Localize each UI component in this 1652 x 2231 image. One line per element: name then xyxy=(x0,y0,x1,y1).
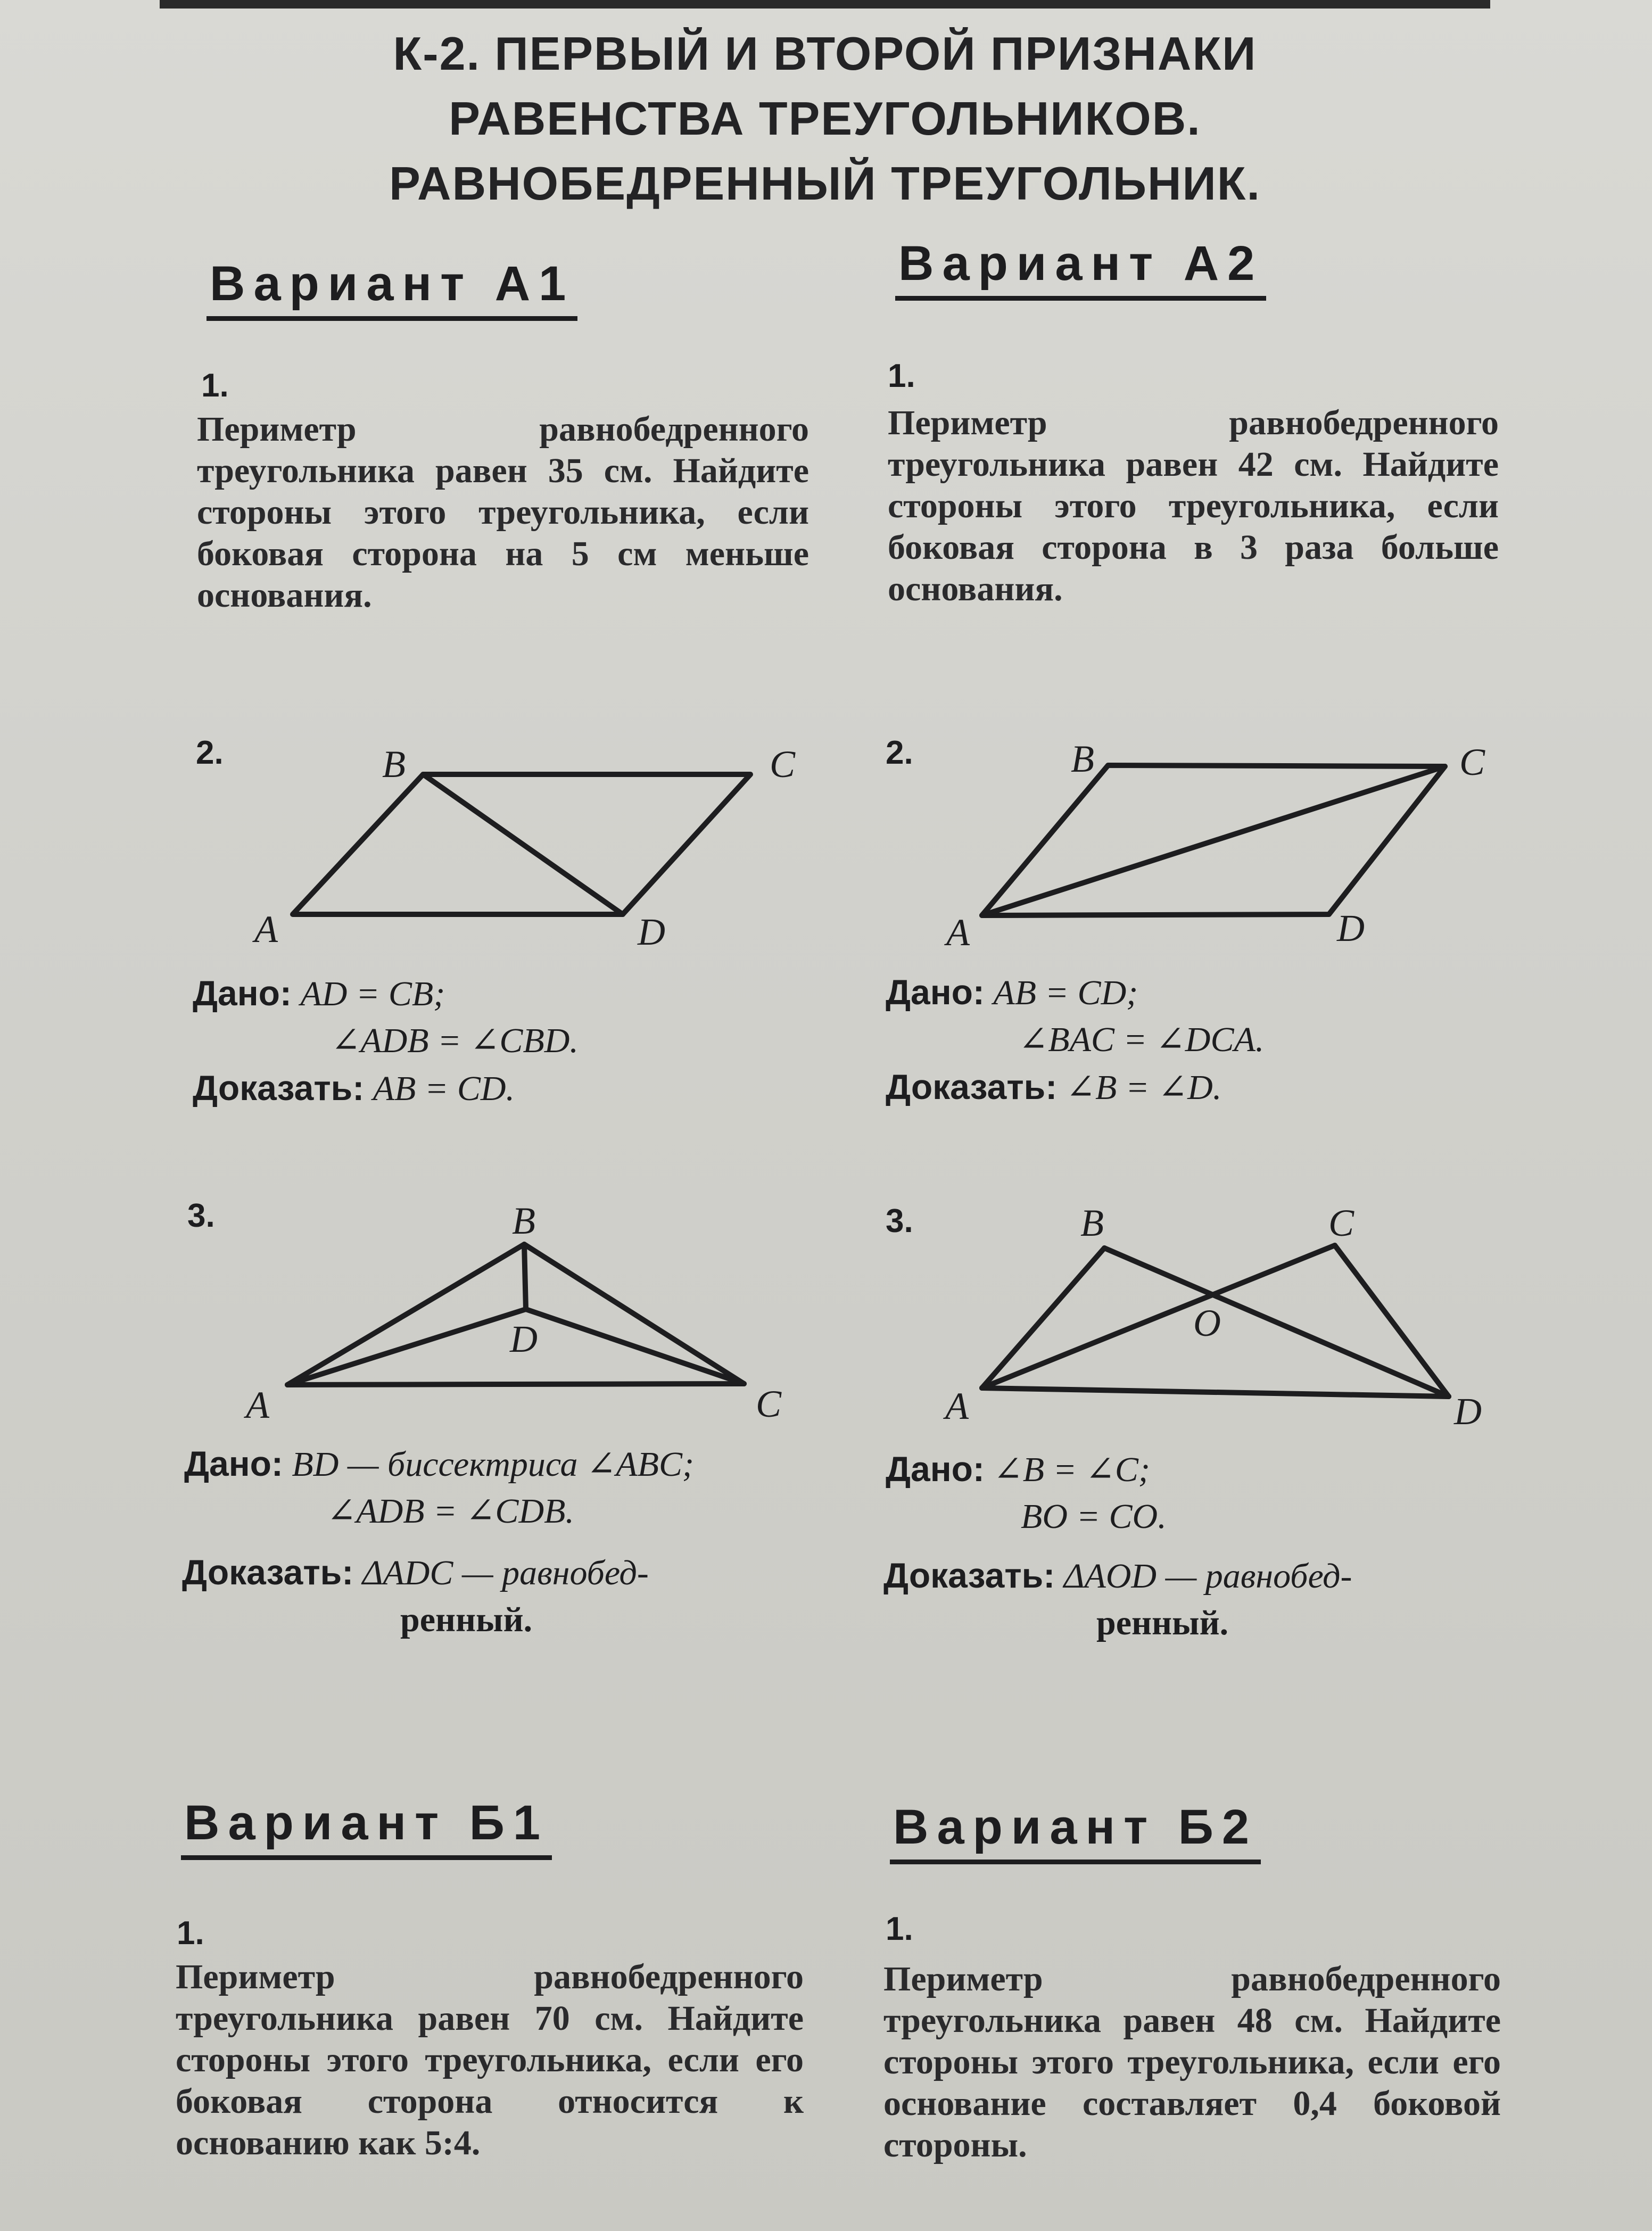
a2-t2-label-d: D xyxy=(1337,907,1365,949)
a2-t3-given-1: ∠B = ∠C; xyxy=(993,1450,1150,1489)
a2-t3-prove-1: ΔAOD — равнобед- xyxy=(1063,1557,1352,1596)
a2-t2-label-b: B xyxy=(1071,738,1094,780)
variant-b2-heading: Вариант Б2 xyxy=(890,1798,1261,1864)
a1-t2-label-c: C xyxy=(770,743,796,786)
a1-t3-label-b: B xyxy=(512,1200,535,1242)
a2-t3-label-o: O xyxy=(1193,1302,1221,1344)
b1-task1-text: Периметр равнобедренного треугольника равен 70 см. Найдите стороны этого треугольника, если его боковая сторона относится к основанию как 5:4. xyxy=(176,1957,804,2162)
a2-t2-given-2: ∠BAC = ∠DCA. xyxy=(1019,1020,1265,1059)
a2-t3-segment-ac xyxy=(982,1245,1335,1388)
title-line-1: К-2. ПЕРВЫЙ И ВТОРОЙ ПРИЗНАКИ xyxy=(393,27,1257,80)
a1-t2-given-label: Дано: xyxy=(193,973,292,1013)
a2-t2-prove-label: Доказать: xyxy=(886,1067,1058,1106)
b1-task1-number: 1. xyxy=(177,1915,204,1952)
a2-t3-label-d: D xyxy=(1454,1390,1482,1433)
a1-t3-label-a: A xyxy=(246,1384,269,1426)
a2-task3-given xyxy=(886,1445,1167,1540)
a1-t2-label-b: B xyxy=(382,743,406,786)
a1-t2-given-1: AD = CB; xyxy=(300,974,445,1013)
a1-t3-label-c: C xyxy=(756,1383,782,1425)
a1-t3-prove-1: ΔADC — равнобед- xyxy=(362,1554,649,1592)
a2-t3-label-c: C xyxy=(1328,1202,1354,1244)
a1-t2-label-d: D xyxy=(638,911,665,953)
a2-task3-number: 3. xyxy=(886,1203,913,1240)
a1-task2-number: 2. xyxy=(196,734,224,771)
a1-t3-given-2: ∠ADB = ∠CDB. xyxy=(327,1492,574,1531)
a2-t2-given-label: Дано: xyxy=(886,972,985,1012)
a2-t2-prove: ∠B = ∠D. xyxy=(1065,1068,1222,1107)
a2-t3-prove-2: ренный. xyxy=(1096,1604,1229,1642)
a2-t3-prove-label: Доказать: xyxy=(883,1556,1055,1595)
a2-t2-label-c: C xyxy=(1459,741,1485,783)
a2-task1-text: Периметр равнобедренного треугольника равен 42 см. Найдите стороны этого треугольника, если боковая сторона в 3 раза больше основания. xyxy=(888,403,1499,608)
a2-t3-label-b: B xyxy=(1080,1202,1104,1244)
a1-task1-text: Периметр равнобедренного треугольника равен 35 см. Найдите стороны этого треугольника, если боковая сторона на 5 см меньше основания. xyxy=(197,410,809,615)
a1-task3-number: 3. xyxy=(187,1197,215,1234)
title-line-2: РАВЕНСТВА ТРЕУГОЛЬНИКОВ. xyxy=(449,92,1201,145)
a1-task1-number: 1. xyxy=(201,367,229,404)
variant-a2-heading: Вариант А2 xyxy=(895,234,1266,301)
a2-task2-number: 2. xyxy=(886,734,913,771)
a1-t2-given-2: ∠ADB = ∠CBD. xyxy=(331,1021,579,1060)
a2-t2-label-a: A xyxy=(946,911,970,954)
a2-t3-segment-ab xyxy=(982,1248,1104,1388)
a2-task3-prove xyxy=(883,1552,1352,1647)
title-line-3: РАВНОБЕДРЕННЫЙ ТРЕУГОЛЬНИК. xyxy=(389,157,1261,210)
variant-a1-heading: Вариант А1 xyxy=(206,254,577,321)
a1-t2-prove: AB = CD. xyxy=(373,1069,515,1108)
b2-task1-number: 1. xyxy=(886,1911,913,1947)
variant-b1-heading: Вариант Б1 xyxy=(181,1794,552,1860)
a2-task1-number: 1. xyxy=(888,358,915,394)
a1-t3-prove-2: ренный. xyxy=(400,1600,533,1639)
a2-t2-given-1: AB = CD; xyxy=(993,973,1138,1012)
a1-t3-prove-label: Доказать: xyxy=(182,1552,354,1592)
a2-t3-given-2: BO = CO. xyxy=(1021,1497,1167,1536)
a2-t3-given-label: Дано: xyxy=(886,1449,985,1489)
a1-t2-label-a: A xyxy=(254,908,278,951)
a2-t3-label-a: A xyxy=(945,1385,969,1427)
a1-t3-label-d: D xyxy=(510,1318,538,1360)
a1-t3-given-1: BD — биссектриса ∠ABC; xyxy=(292,1445,694,1484)
a1-t2-prove-label: Доказать: xyxy=(193,1068,365,1108)
a2-t3-segment-ad xyxy=(982,1388,1449,1397)
b2-task1-text: Периметр равнобедренного треугольника равен 48 см. Найдите стороны этого треугольника, если его основание составляет 0,4 боковой стороны. xyxy=(883,1960,1501,2164)
a1-t3-given-label: Дано: xyxy=(184,1444,283,1483)
